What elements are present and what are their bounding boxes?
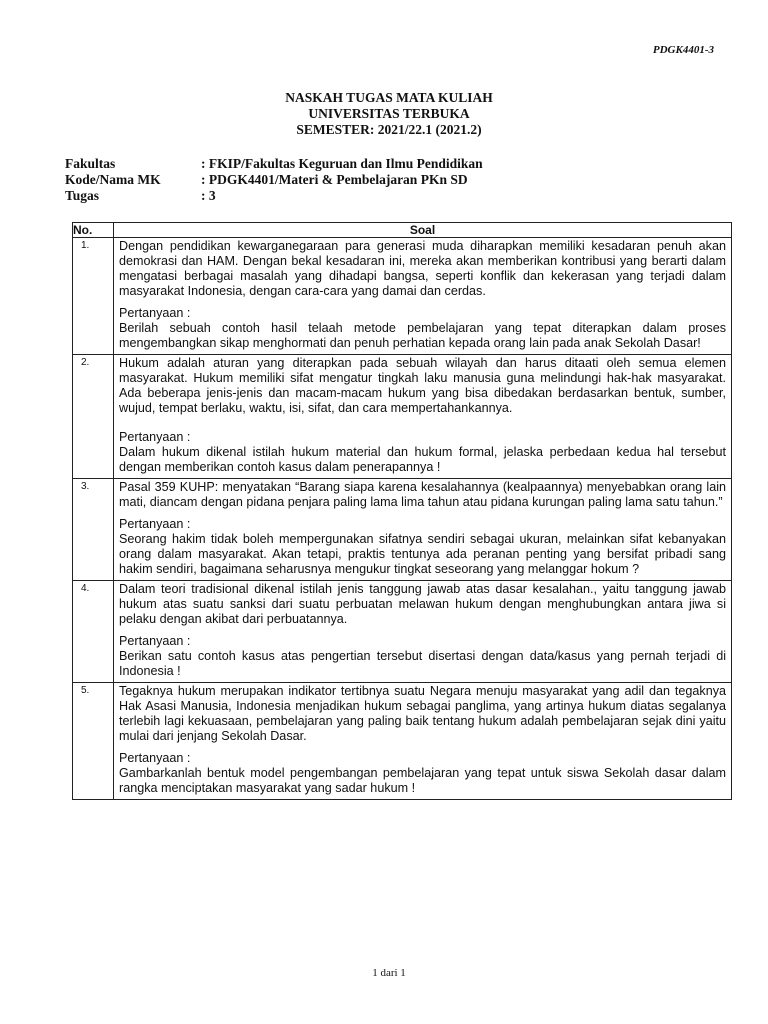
heading-line-3: SEMESTER: 2021/22.1 (2021.2) bbox=[296, 122, 482, 137]
question-cell bbox=[114, 355, 732, 479]
question-context: Dengan pendidikan kewarganegaraan para generasi muda diharapkan memiliki kesadaran penuh akan demokrasi dan HAM. Dengan bekal kesadaran ini, mereka akan memberikan kontribusi yang berarti dalam mengatasi berbagai masalah yang dihadapi bangsa, seperti konflik dan kekerasan yang terjadi dalam masyarakat Indonesia, dengan cara-cara yang damai dan cerdas. bbox=[119, 239, 726, 298]
question-label: Pertanyaan : bbox=[119, 751, 191, 765]
meta-label: Tugas bbox=[65, 188, 100, 203]
question-context: Pasal 359 KUHP: menyatakan “Barang siapa karena kesalahannya (kealpaannya) menyebabkan orang lain mati, diancam dengan pidana penjara paling lama lima tahun atau pidana kurungan paling lama satu tahun.” bbox=[119, 480, 726, 509]
question-cell bbox=[114, 238, 732, 355]
question-cell bbox=[114, 683, 732, 800]
heading-line-1: NASKAH TUGAS MATA KULIAH bbox=[285, 90, 493, 105]
question-number: 1. bbox=[73, 238, 114, 355]
meta-label: Fakultas bbox=[65, 156, 116, 171]
question-context: Tegaknya hukum merupakan indikator tertibnya suatu Negara menuju masyarakat yang adil dan tegaknya Hak Asasi Manusia, Indonesia menjadikan hukum sebagai panglima, yang artinya hukum diatas segalanya terlebih lagi kekuasaan, pembelajaran yang paling baik tentang hukum adalah pembelajaran sejak dini yaitu mulai dari jenjang Sekolah Dasar. bbox=[119, 684, 726, 743]
question-context: Hukum adalah aturan yang diterapkan pada sebuah wilayah dan harus ditaati oleh semua elemen masyarakat. Hukum memiliki sifat mengatur tingkah laku manusia guna melindungi hak-hak masyarakat. Ada beberapa jenis-jenis dan macam-macam hukum yang bisa dibedakan berdasarkan bentuk, sumber, wujud, tempat berlaku, waktu, isi, sifat, dan cara mempertahankannya. bbox=[119, 356, 726, 415]
question-label: Pertanyaan : bbox=[119, 306, 191, 320]
question-label: Pertanyaan : bbox=[119, 634, 191, 648]
document-heading bbox=[0, 90, 768, 138]
question-context: Dalam teori tradisional dikenal istilah jenis tanggung jawab atas dasar kesalahan., yaitu tanggung jawab hukum atas suatu sanksi dari suatu perbuatan melawan hukum dengan menghubungkan antara jiwa si pelaku dengan akibat dari perbuatannya. bbox=[119, 582, 726, 626]
question-table bbox=[72, 222, 732, 800]
table-header-row bbox=[73, 223, 732, 238]
table-row bbox=[73, 683, 732, 800]
meta-label: Kode/Nama MK bbox=[65, 172, 161, 187]
question-text: Berilah sebuah contoh hasil telaah metode pembelajaran yang tepat diterapkan dalam proses mengembangkan sikap menghormati dan penuh perhatian kepada orang lain pada anak Sekolah Dasar! bbox=[119, 321, 726, 350]
page-number: 1 dari 1 bbox=[372, 967, 406, 979]
question-number: 3. bbox=[73, 479, 114, 581]
meta-value: : FKIP/Fakultas Keguruan dan Ilmu Pendidikan bbox=[201, 156, 483, 171]
course-meta bbox=[65, 156, 483, 204]
table-row bbox=[73, 355, 732, 479]
meta-row-tugas bbox=[65, 188, 483, 204]
meta-row-kode bbox=[65, 172, 483, 188]
question-label: Pertanyaan : bbox=[119, 430, 191, 444]
table-row bbox=[73, 238, 732, 355]
question-text: Berikan satu contoh kasus atas pengertian tersebut disertasi dengan data/kasus yang pernah terjadi di Indonesia ! bbox=[119, 649, 726, 678]
question-text: Gambarkanlah bentuk model pengembangan pembelajaran yang tepat untuk siswa Sekolah dasar dalam rangka menciptakan masyarakat yang sadar hukum ! bbox=[119, 766, 726, 795]
heading-line-2: UNIVERSITAS TERBUKA bbox=[308, 106, 470, 121]
question-label: Pertanyaan : bbox=[119, 517, 191, 531]
document-code: PDGK4401-3 bbox=[652, 44, 714, 56]
question-cell bbox=[114, 479, 732, 581]
meta-row-fakultas bbox=[65, 156, 483, 172]
question-number: 2. bbox=[73, 355, 114, 479]
column-header-soal: Soal bbox=[114, 223, 732, 238]
table-row bbox=[73, 581, 732, 683]
question-text: Dalam hukum dikenal istilah hukum material dan hukum formal, jelaska perbedaan kedua hal tersebut dengan memberikan contoh kasus dalam penerapannya ! bbox=[119, 445, 726, 474]
question-number: 5. bbox=[73, 683, 114, 800]
question-number: 4. bbox=[73, 581, 114, 683]
table-row bbox=[73, 479, 732, 581]
question-cell bbox=[114, 581, 732, 683]
question-text: Seorang hakim tidak boleh mempergunakan sifatnya sendiri sebagai ukuran, melainkan sifat kebanyakan orang dalam masyarakat. Akan tetapi, praktis tentunya ada peranan penting yang bersifat pribadi sang hakim sendiri, bagaimana seharusnya mengukur tingkat seseorang yang melanggar hokum ? bbox=[119, 532, 726, 576]
meta-value: : 3 bbox=[201, 188, 216, 203]
column-header-no: No. bbox=[73, 223, 114, 238]
meta-value: : PDGK4401/Materi & Pembelajaran PKn SD bbox=[201, 172, 468, 187]
